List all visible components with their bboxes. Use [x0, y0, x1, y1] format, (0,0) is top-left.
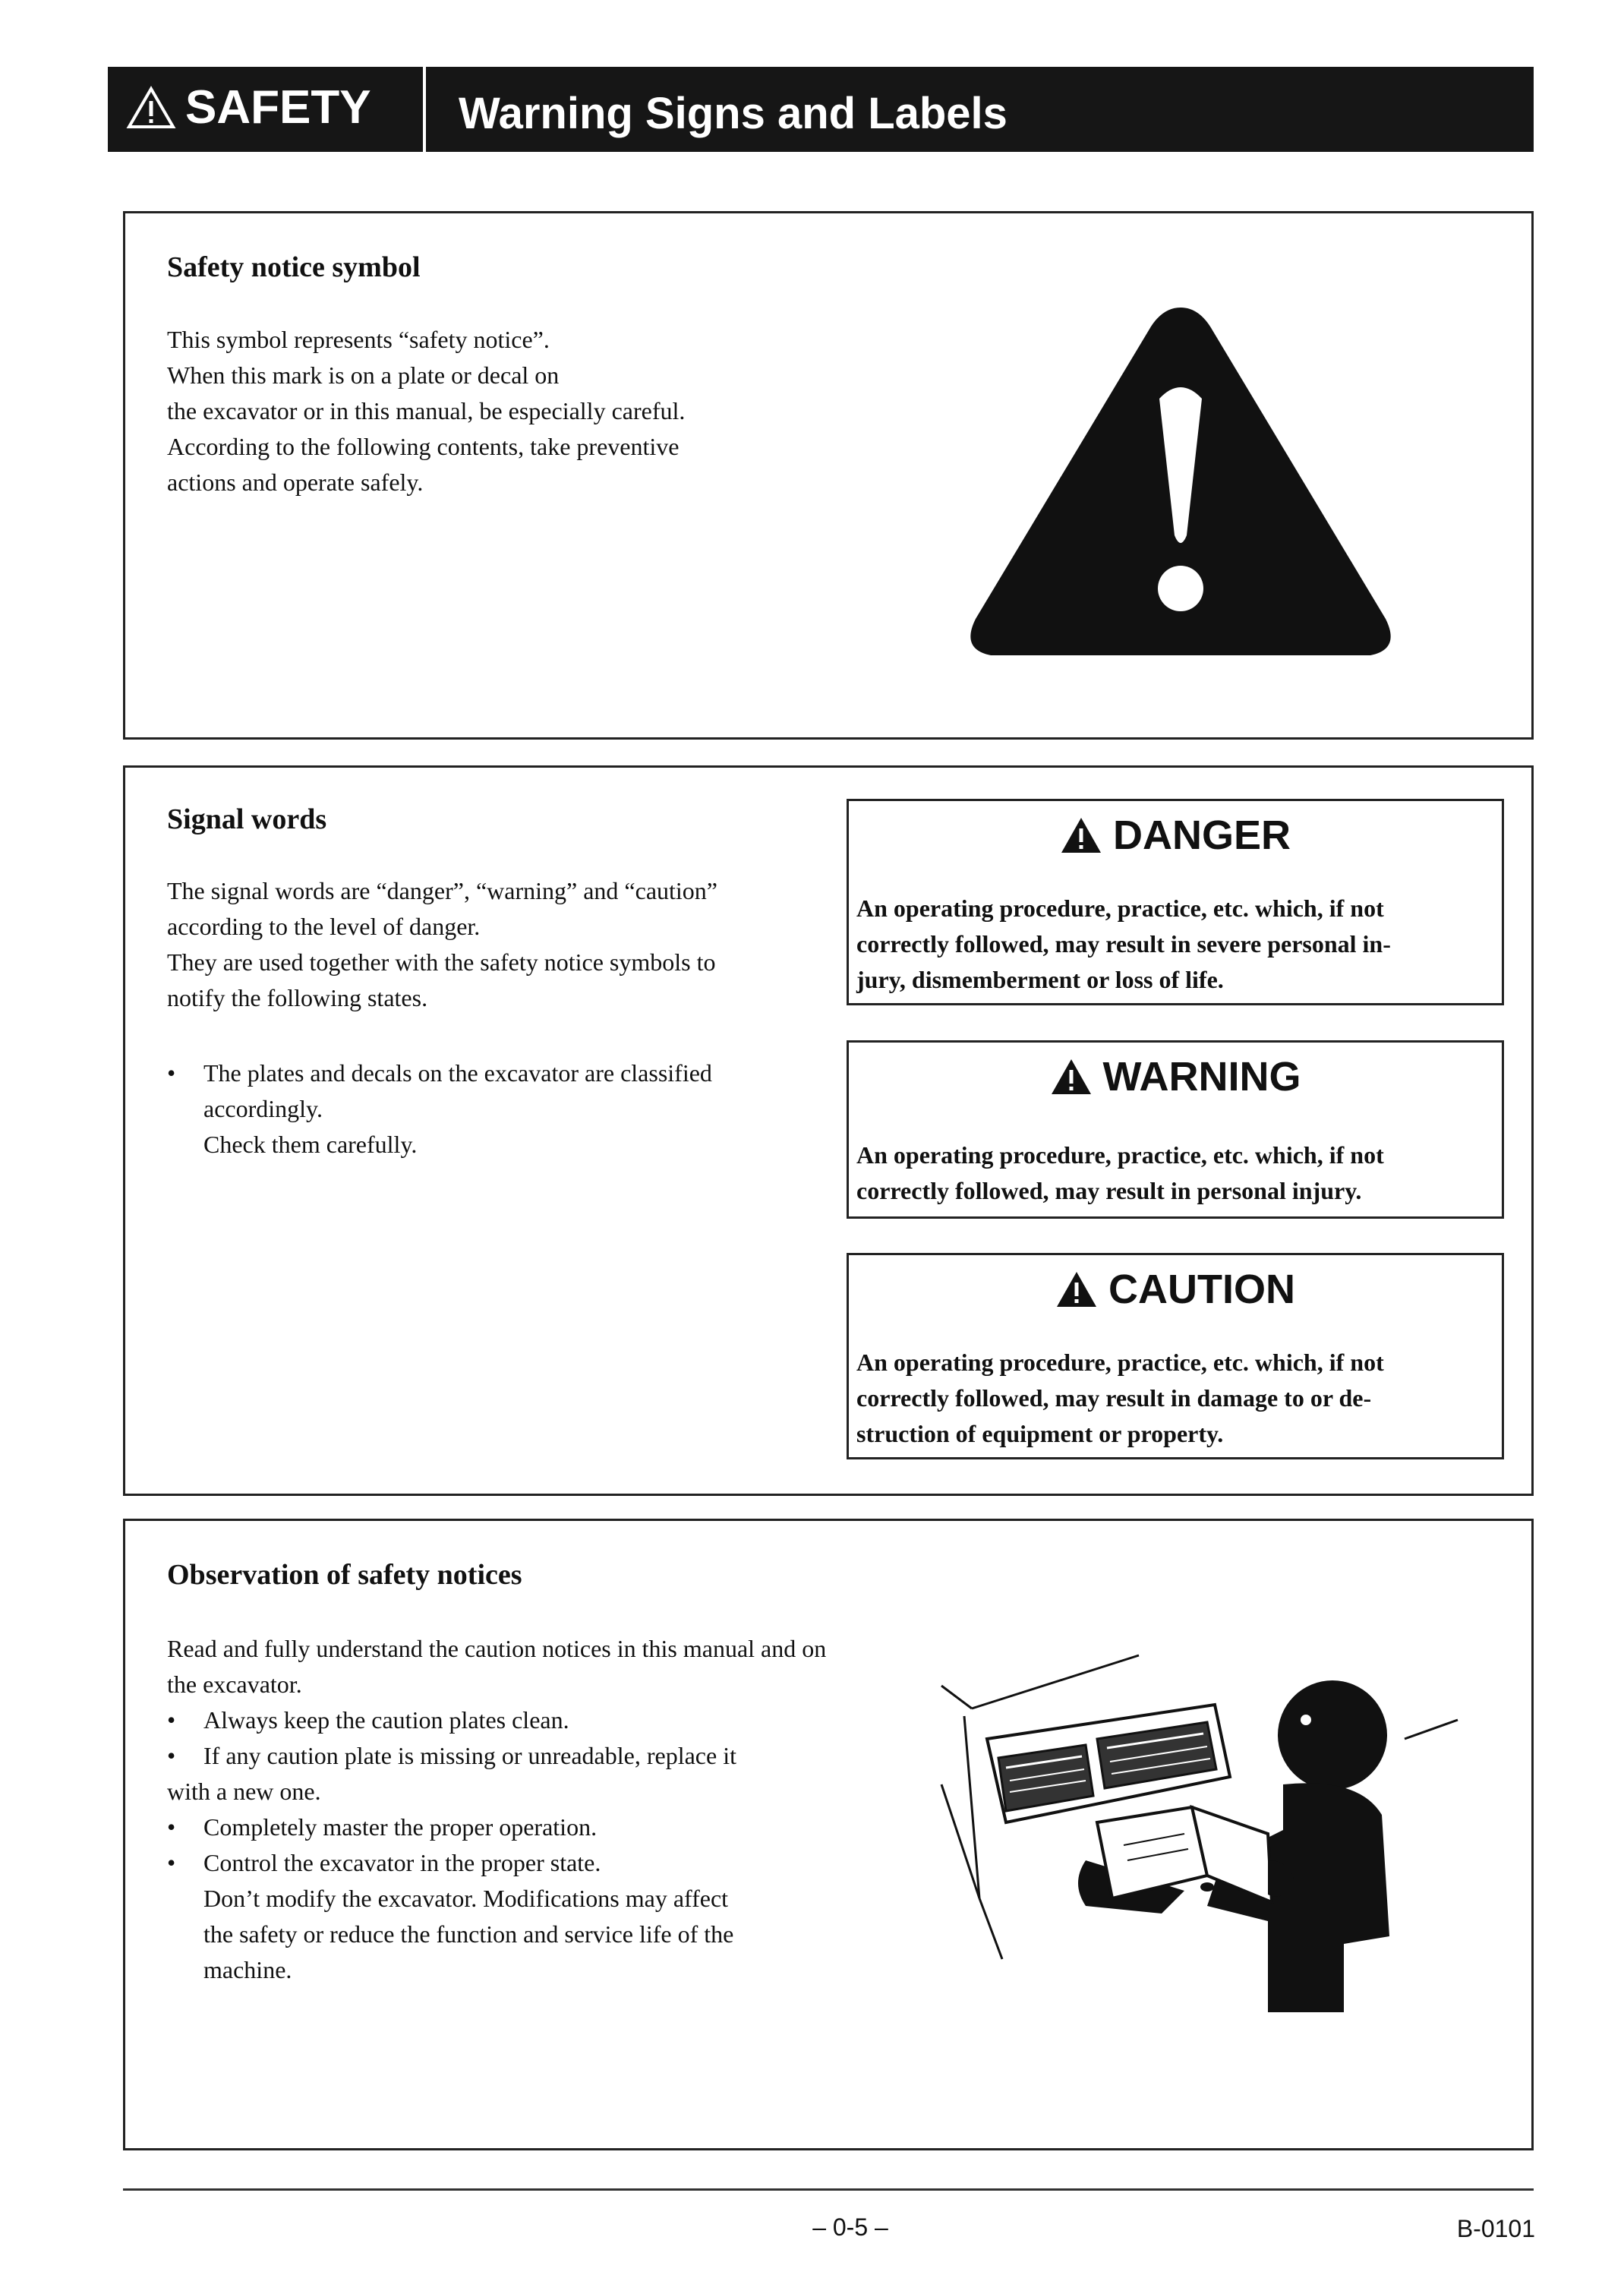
- warning-label-box: [847, 1040, 1504, 1219]
- signal-words-text: The signal words are “danger”, “warning” and “caution” according to the level of danger. They are used together with the safety notice symbols to notify the following states.: [167, 877, 717, 1011]
- section-name: SAFETY: [185, 81, 371, 134]
- danger-description: An operating procedure, practice, etc. which, if not correctly followed, may result in severe personal in- jury, dismemberment or loss of life.: [856, 894, 1391, 993]
- safety-symbol-title: Safety notice symbol: [167, 251, 421, 283]
- safety-symbol-text: This symbol represents “safety notice”. When this mark is on a plate or decal on the excavator or in this manual, be especially careful. According to the following contents, take preventive actions and operate safely.: [167, 326, 686, 496]
- warning-triangle-icon: [1050, 1058, 1093, 1096]
- operator-reading-manual-illustration: [934, 1633, 1481, 2027]
- page-number: – 0-5 –: [812, 2213, 888, 2241]
- bullet-dot: •: [167, 1706, 176, 1734]
- warning-word: WARNING: [849, 1053, 1502, 1100]
- danger-word: DANGER: [849, 812, 1502, 859]
- observation-title: Observation of safety notices: [167, 1559, 522, 1591]
- caution-description: An operating procedure, practice, etc. which, if not correctly followed, may result in damage to or de- struction of equipment or property.: [856, 1349, 1384, 1447]
- document-code: B-0101: [1456, 2215, 1535, 2242]
- page-header: [108, 67, 1534, 152]
- caution-label-box: [847, 1253, 1504, 1459]
- danger-label-box: [847, 799, 1504, 1005]
- bullet-dot: •: [167, 1059, 176, 1087]
- section-label: [126, 80, 371, 134]
- warning-triangle-icon: [1060, 816, 1102, 854]
- footer-rule: [123, 2188, 1534, 2191]
- bullet-dot: •: [167, 1849, 176, 1876]
- caution-word: CAUTION: [849, 1266, 1502, 1313]
- bullet-dot: •: [167, 1742, 176, 1769]
- warning-triangle-icon: [126, 86, 176, 130]
- page-title: Warning Signs and Labels: [459, 89, 1008, 138]
- signal-words-title: Signal words: [167, 803, 327, 835]
- warning-triangle-icon: [1055, 1270, 1098, 1308]
- safety-notice-symbol-icon: [960, 292, 1401, 664]
- observation-text: Read and fully understand the caution notices in this manual and on the excavator. • Always keep the caution plates clean. • If any caution plate is missing or unreadable, replace it with a new one. • Completely master the proper operation. • Control the excavator in the proper state. Don’t modify the excavator. Modifications may affect the safety or reduce the function and service life of the machine.: [167, 1635, 827, 1983]
- signal-words-bullet: • The plates and decals on the excavator are classified accordingly. Check them carefully.: [167, 1055, 712, 1163]
- bullet-dot: •: [167, 1813, 176, 1841]
- warning-description: An operating procedure, practice, etc. which, if not correctly followed, may result in personal injury.: [856, 1141, 1384, 1204]
